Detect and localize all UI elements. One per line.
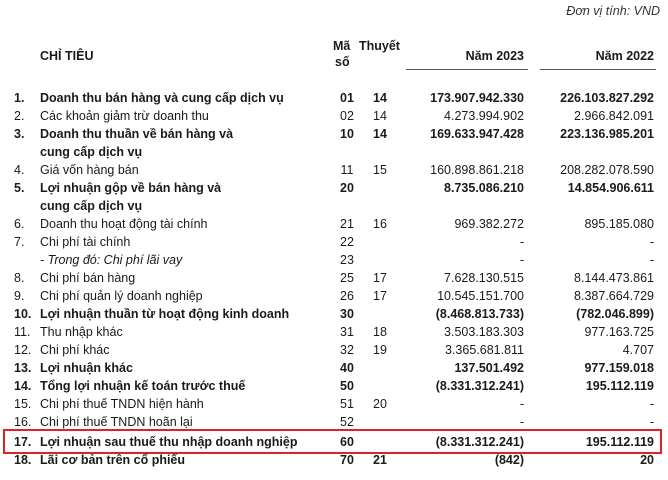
unit-label: Đơn vị tính: VND <box>566 4 660 18</box>
header-ma-so-line2: số <box>335 55 350 69</box>
header-underline-2023 <box>406 69 528 70</box>
row-number: 2. <box>14 109 25 123</box>
row-value-2023: 3.365.681.811 <box>444 343 524 357</box>
row-ma-so: 70 <box>340 453 354 467</box>
row-value-2022: 20 <box>640 453 654 467</box>
row-ma-so: 30 <box>340 307 354 321</box>
table-row <box>0 234 668 252</box>
row-value-2023: - <box>519 235 524 249</box>
row-value-2022: 208.282.078.590 <box>560 163 654 177</box>
row-label: Doanh thu thuần về bán hàng và <box>40 127 234 141</box>
row-label: cung cấp dịch vụ <box>40 145 143 159</box>
row-value-2022: - <box>649 235 654 249</box>
row-value-2022: 195.112.119 <box>585 435 654 449</box>
row-label: Lợi nhuận gộp về bán hàng và <box>40 181 222 195</box>
row-ma-so: 21 <box>340 217 354 231</box>
row-value-2022: 977.159.018 <box>584 361 654 375</box>
row-thuyet-minh: 21 <box>373 453 387 467</box>
row-label: Tổng lợi nhuận kế toán trước thuế <box>40 379 246 393</box>
table-row <box>0 90 668 108</box>
row-ma-so: 60 <box>340 435 354 449</box>
table-row <box>0 162 668 180</box>
table-row <box>0 252 668 270</box>
table-row <box>0 414 668 432</box>
row-ma-so: 50 <box>340 379 354 393</box>
row-value-2023: 10.545.151.700 <box>437 289 524 303</box>
row-number: 17. <box>14 435 32 449</box>
row-number: 8. <box>14 271 25 285</box>
table-row <box>0 288 668 306</box>
row-ma-so: 40 <box>340 361 354 375</box>
row-value-2023: 4.273.994.902 <box>444 109 524 123</box>
row-number: 10. <box>14 307 32 321</box>
row-value-2023: - <box>519 415 524 429</box>
row-value-2022: 2.966.842.091 <box>574 109 654 123</box>
row-number: 18. <box>14 453 32 467</box>
row-label: Chi phí quản lý doanh nghiệp <box>40 289 203 303</box>
row-ma-so: 02 <box>340 109 354 123</box>
row-number: 15. <box>14 397 32 411</box>
row-value-2023: 3.503.183.303 <box>444 325 524 339</box>
row-ma-so: 23 <box>340 253 354 267</box>
row-label: Thu nhập khác <box>40 325 123 339</box>
table-row <box>0 452 668 470</box>
row-thuyet-minh: 14 <box>373 109 387 123</box>
row-value-2022: 14.854.906.611 <box>567 181 654 195</box>
row-ma-so: 25 <box>340 271 354 285</box>
row-label: Lợi nhuận thuần từ hoạt động kinh doanh <box>40 307 290 321</box>
row-value-2023: 173.907.942.330 <box>430 91 524 105</box>
row-number: 6. <box>14 217 25 231</box>
row-value-2022: 8.387.664.729 <box>574 289 654 303</box>
row-number: 1. <box>14 91 25 105</box>
row-thuyet-minh: 16 <box>373 217 387 231</box>
table-row <box>0 378 668 396</box>
header-thuyet-minh: Thuyết <box>359 39 400 53</box>
row-value-2023: 137.501.492 <box>454 361 524 375</box>
row-ma-so: 22 <box>340 235 354 249</box>
row-label: Lợi nhuận sau thuế thu nhập doanh nghiệp <box>40 435 298 449</box>
row-value-2023: 169.633.947.428 <box>430 127 524 141</box>
row-thuyet-minh: 20 <box>373 397 387 411</box>
row-number: 4. <box>14 163 25 177</box>
table-row <box>0 324 668 342</box>
row-label: Lợi nhuận khác <box>40 361 133 375</box>
row-thuyet-minh: 18 <box>373 325 387 339</box>
table-row <box>0 342 668 360</box>
row-value-2023: (8.331.312.241) <box>435 379 524 393</box>
row-number: 9. <box>14 289 25 303</box>
row-value-2023: (842) <box>494 453 524 467</box>
row-label: Chi phí bán hàng <box>40 271 136 285</box>
header-nam-2023: Năm 2023 <box>465 49 524 63</box>
row-ma-so: 26 <box>340 289 354 303</box>
row-ma-so: 11 <box>340 163 354 177</box>
row-label: Chi phí tài chính <box>40 235 131 249</box>
row-label: Doanh thu bán hàng và cung cấp dịch vụ <box>40 91 284 105</box>
row-value-2022: - <box>649 415 654 429</box>
row-number: 12. <box>14 343 32 357</box>
row-ma-so: 20 <box>340 181 354 195</box>
row-number: 14. <box>14 379 32 393</box>
row-ma-so: 51 <box>340 397 354 411</box>
table-row <box>0 108 668 126</box>
row-value-2022: 4.707 <box>622 343 654 357</box>
row-number: 5. <box>14 181 25 195</box>
table-row <box>0 180 668 213</box>
row-value-2023: - <box>519 397 524 411</box>
row-number: 13. <box>14 361 32 375</box>
row-value-2022: 223.136.985.201 <box>560 127 654 141</box>
row-value-2023: 969.382.272 <box>454 217 524 231</box>
row-label: Giá vốn hàng bán <box>40 163 139 177</box>
row-thuyet-minh: 19 <box>373 343 387 357</box>
row-label: - Trong đó: Chi phí lãi vay <box>40 253 183 267</box>
row-number: 16. <box>14 415 32 429</box>
table-row <box>0 306 668 324</box>
row-thuyet-minh: 17 <box>373 289 387 303</box>
row-value-2023: 7.628.130.515 <box>444 271 524 285</box>
row-label: Chi phí thuế TNDN hoãn lại <box>40 415 193 429</box>
table-row <box>0 270 668 288</box>
row-label: Chi phí thuế TNDN hiện hành <box>40 397 204 411</box>
header-chi-tieu: CHỈ TIÊU <box>40 49 94 63</box>
row-value-2022: 977.163.725 <box>584 325 654 339</box>
header-ma-so-line1: Mã <box>333 39 351 53</box>
row-ma-so: 52 <box>340 415 354 429</box>
table-row <box>0 216 668 234</box>
row-label: Lãi cơ bản trên cổ phiếu <box>40 453 186 467</box>
row-ma-so: 31 <box>340 325 354 339</box>
row-value-2023: 160.898.861.218 <box>430 163 524 177</box>
row-value-2023: - <box>519 253 524 267</box>
row-value-2022: 226.103.827.292 <box>560 91 654 105</box>
row-thuyet-minh: 14 <box>373 127 387 141</box>
row-value-2022: (782.046.899) <box>576 307 654 321</box>
row-value-2023: (8.331.312.241) <box>435 435 524 449</box>
row-ma-so: 01 <box>340 91 354 105</box>
row-value-2023: (8.468.813.733) <box>435 307 524 321</box>
row-value-2022: 195.112.119 <box>585 379 654 393</box>
row-value-2022: 895.185.080 <box>584 217 654 231</box>
row-label: Chi phí khác <box>40 343 110 357</box>
row-thuyet-minh: 15 <box>373 163 387 177</box>
row-thuyet-minh: 14 <box>373 91 387 105</box>
row-ma-so: 32 <box>340 343 354 357</box>
row-value-2022: - <box>649 253 654 267</box>
table-row <box>0 434 668 452</box>
row-label: Các khoản giảm trừ doanh thu <box>40 109 209 123</box>
row-number: 11. <box>14 325 31 339</box>
row-label: Doanh thu hoạt động tài chính <box>40 217 208 231</box>
row-label: cung cấp dịch vụ <box>40 199 143 213</box>
row-thuyet-minh: 17 <box>373 271 387 285</box>
table-row <box>0 396 668 414</box>
header-underline-2022 <box>540 69 656 70</box>
row-value-2022: - <box>649 397 654 411</box>
row-value-2022: 8.144.473.861 <box>574 271 654 285</box>
header-nam-2022: Năm 2022 <box>595 49 654 63</box>
row-ma-so: 10 <box>340 127 354 141</box>
row-number: 7. <box>14 235 25 249</box>
row-number: 3. <box>14 127 25 141</box>
table-row <box>0 126 668 159</box>
table-row <box>0 360 668 378</box>
row-value-2023: 8.735.086.210 <box>444 181 524 195</box>
